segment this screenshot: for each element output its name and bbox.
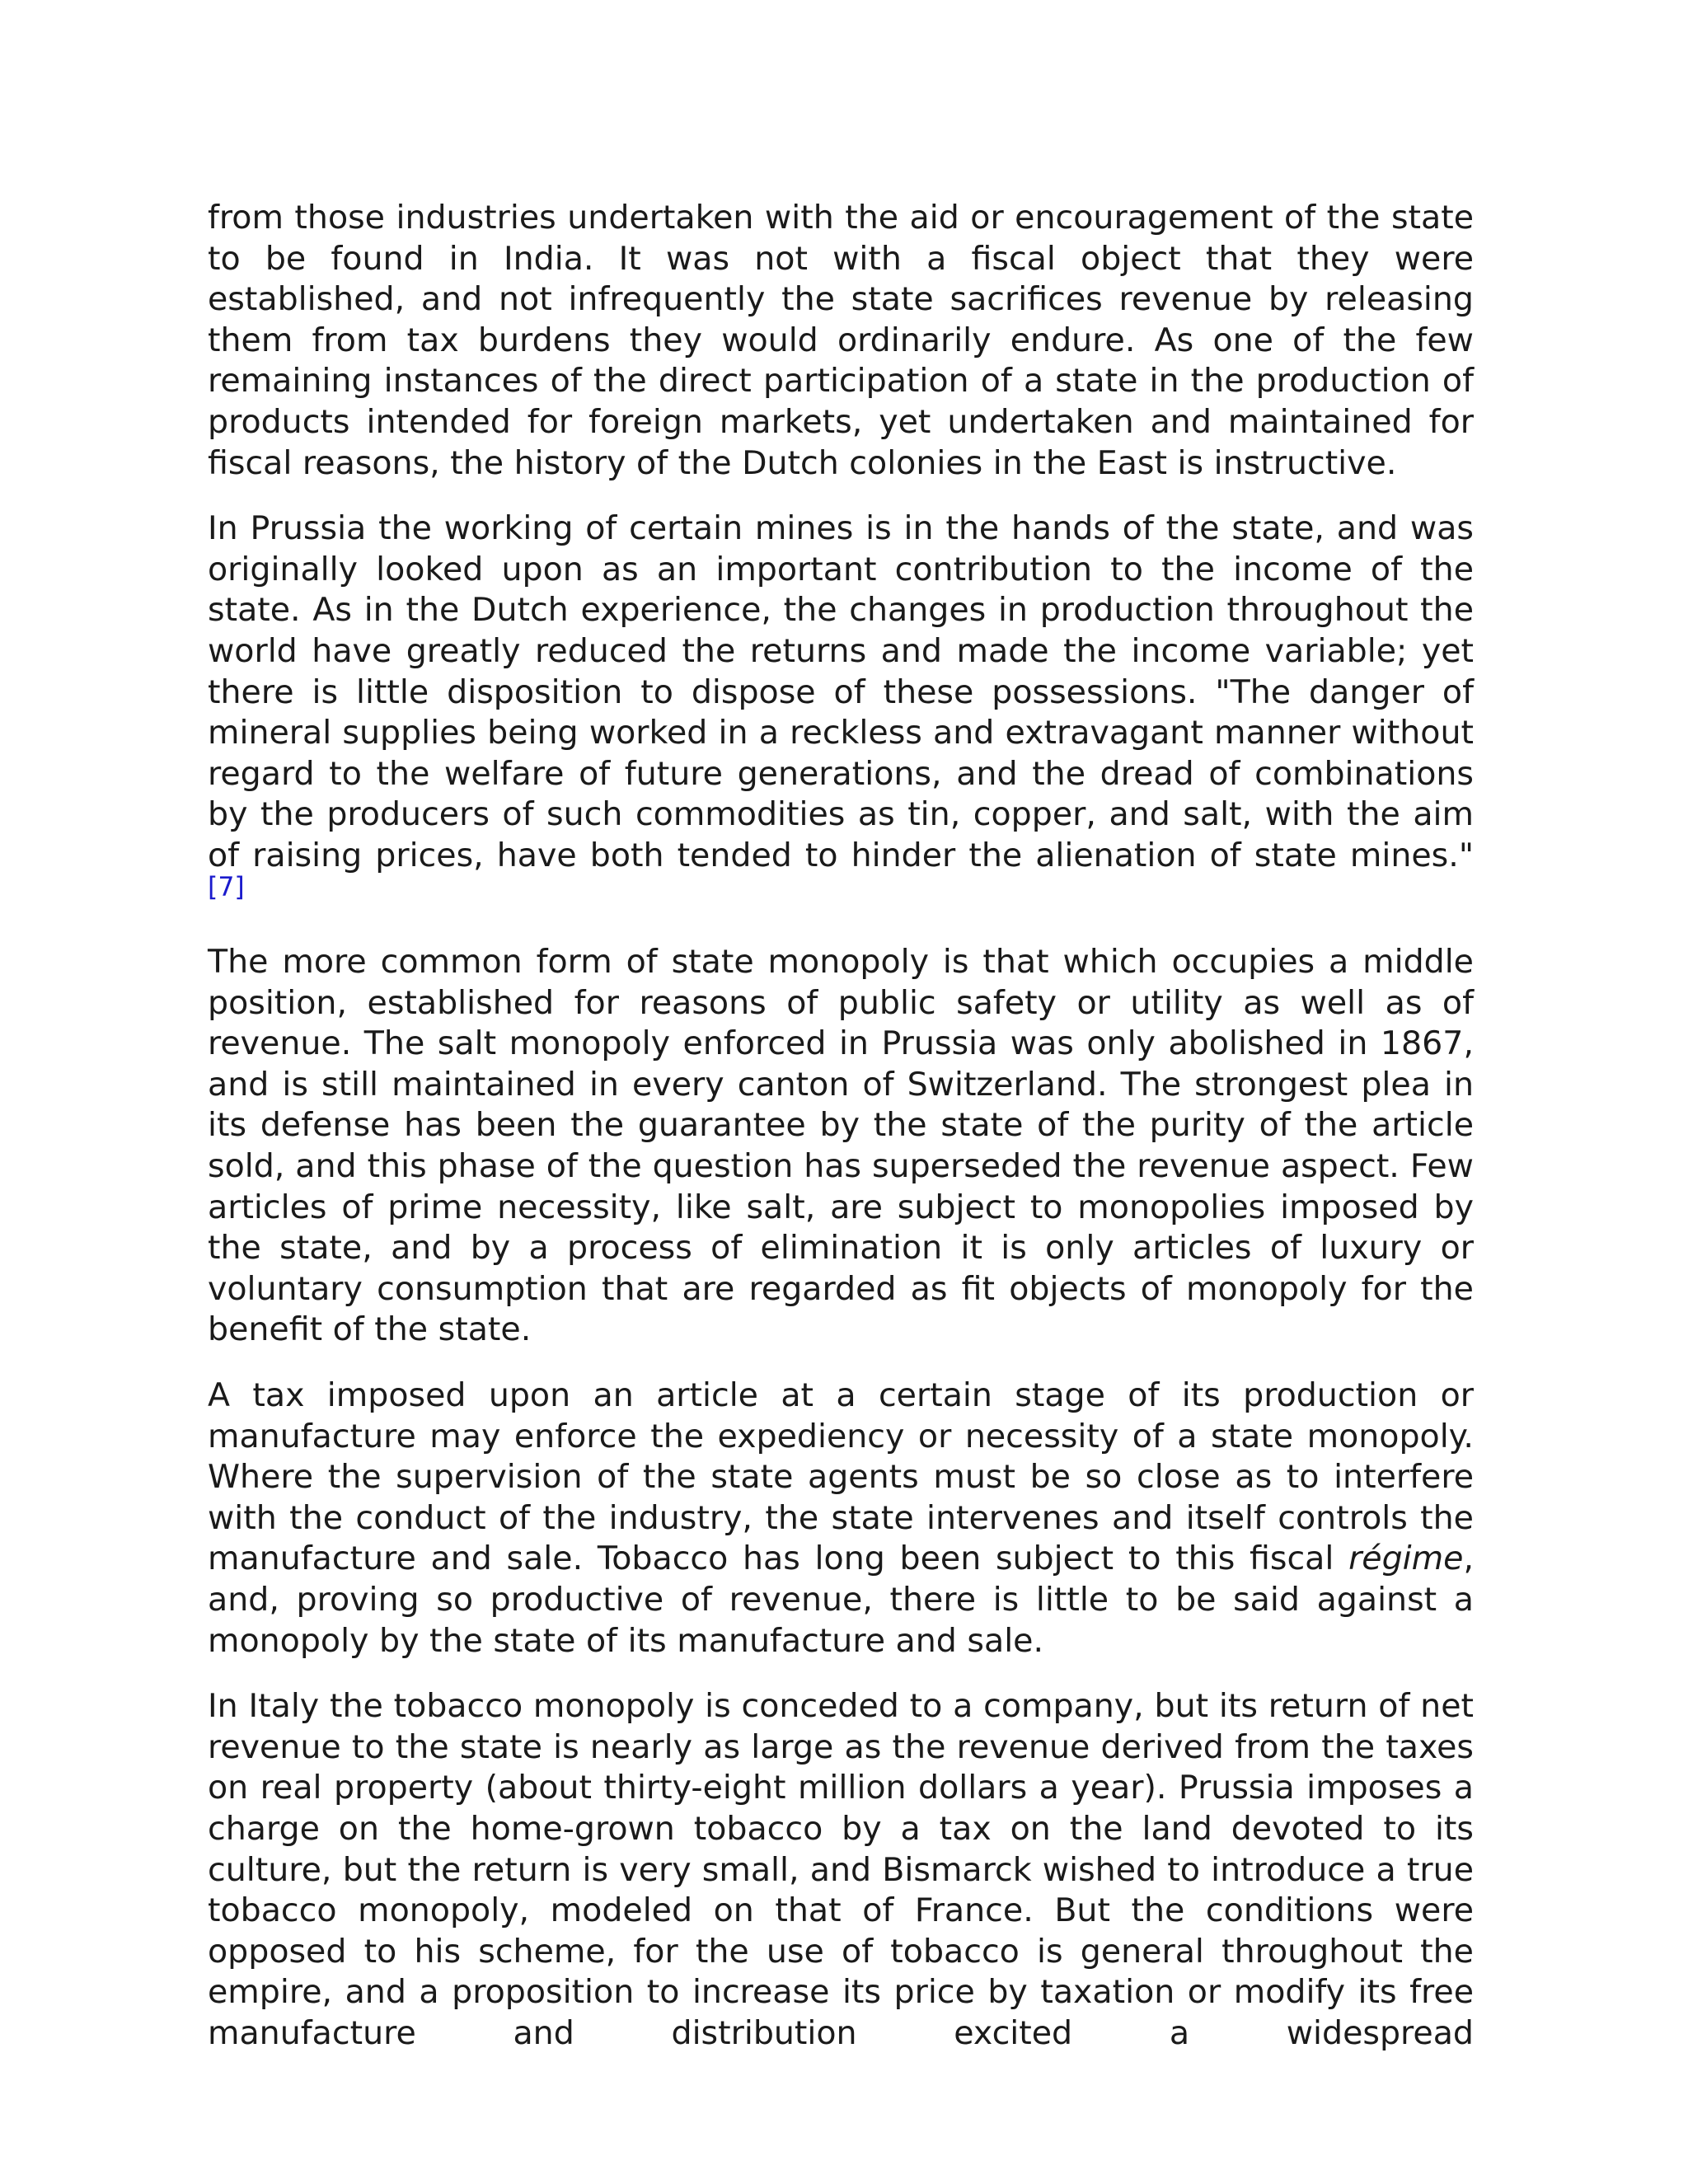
paragraph-3-text: The more common form of state monopoly is that which occupies a middle position, established for reasons of public safety or utility as well as of revenue. The salt monopoly enforced in Prussia was only abolished in 1867, and is still maintained in every canton of Switzerland. The strongest plea in its defense has been the guarantee by the state of the purity of the article sold, and this phase of the question has superseded the revenue aspect. Few articles of prime necessity, like salt, are subject to monopolies imposed by the state, and by a process of elimination it is only articles of luxury or voluntary consumption that are regarded as fit objects of monopoly for the benefit of the state. [208,943,1474,1349]
paragraph-4-text-after: , and, proving so productive of revenue, there is little to be said against a monopoly by the state of its manufacture and sale. [208,1540,1474,1660]
paragraph-3 [208,942,1474,1351]
paragraph-1 [208,198,1474,484]
paragraph-4-italic-term: régime [1348,1540,1464,1578]
paragraph-5 [208,1686,1474,2054]
paragraph-5-text: In Italy the tobacco monopoly is conceded to a company, but its return of net revenue to the state is nearly as large as the revenue derived from the taxes on real property (about thirty-eight million dollars a year). Prussia imposes a charge on the home-grown tobacco by a tax on the land devoted to its culture, but the return is very small, and Bismarck wished to introduce a true tobacco monopoly, modeled on that of France. But the conditions were opposed to his scheme, for the use of tobacco is general throughout the empire, and a proposition to increase its price by taxation or modify its free manufacture and distribution excited a widespread [208,1687,1474,2052]
paragraph-1-text: from those industries undertaken with the aid or encouragement of the state to be found in India. It was not with a fiscal object that they were established, and not infrequently the state sacrifices revenue by releasing them from tax burdens they would ordinarily endure. As one of the few remaining instances of the direct participation of a state in the production of products intended for foreign markets, yet undertaken and maintained for fiscal reasons, the history of the Dutch colonies in the East is instructive. [208,199,1474,482]
footnote-link-7[interactable]: [7] [208,872,245,902]
paragraph-4 [208,1376,1474,1661]
paragraph-4-text-before: A tax imposed upon an article at a certain stage of its production or manufacture may enforce the expediency or necessity of a state monopoly. Where the supervision of the state agents must be so close as to interfere with the conduct of the industry, the state intervenes and itself controls the manufacture and sale. Tobacco has long been subject to this fiscal [208,1376,1474,1578]
paragraph-2 [208,509,1474,917]
paragraph-2-text: In Prussia the working of certain mines is in the hands of the state, and was originally looked upon as an important contribution to the income of the state. As in the Dutch experience, the changes in production throughout the world have greatly reduced the returns and made the income variable; yet there is little disposition to dispose of these possessions. "The danger of mineral supplies being worked in a reckless and extravagant manner without regard to the welfare of future generations, and the dread of combinations by the producers of such commodities as tin, copper, and salt, with the aim of raising prices, have both tended to hinder the alienation of state mines." [208,509,1474,874]
document-page [208,198,1474,2079]
